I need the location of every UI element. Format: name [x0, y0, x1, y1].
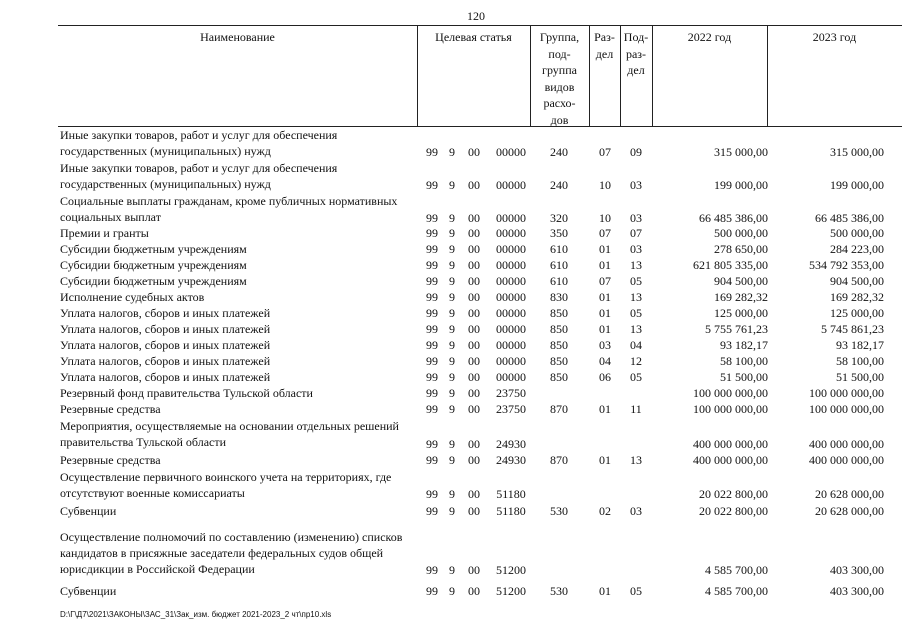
cell-c: 00 — [468, 290, 480, 304]
cell-y2: 51 500,00 — [836, 370, 884, 384]
cell-y2: 400 000 000,00 — [809, 437, 884, 451]
cell-rz: 01 — [599, 258, 611, 272]
cell-prz: 11 — [630, 402, 642, 416]
cell-rz: 01 — [599, 453, 611, 467]
cell-c: 00 — [468, 370, 480, 384]
cell-c: 00 — [468, 487, 480, 501]
cell-rz: 07 — [599, 274, 611, 288]
cell-c: 00 — [468, 386, 480, 400]
cell-a: 99 — [426, 274, 438, 288]
header-subsection: Под- раз- дел — [623, 30, 649, 77]
table-row — [60, 529, 902, 578]
cell-d: 00000 — [496, 258, 526, 272]
cell-rz: 01 — [599, 402, 611, 416]
cell-a: 99 — [426, 354, 438, 368]
cell-y2: 400 000 000,00 — [809, 453, 884, 467]
cell-b: 9 — [449, 322, 455, 336]
cell-y2: 100 000 000,00 — [809, 402, 884, 416]
cell-d: 00000 — [496, 338, 526, 352]
cell-d: 00000 — [496, 354, 526, 368]
cell-prz: 05 — [630, 584, 642, 598]
cell-prz: 13 — [630, 258, 642, 272]
row-name: Иные закупки товаров, работ и услуг для обеспечения государственных (муниципальных) нужд — [60, 161, 338, 191]
cell-a: 99 — [426, 338, 438, 352]
cell-b: 9 — [449, 437, 455, 451]
cell-c: 00 — [468, 437, 480, 451]
cell-y2: 500 000,00 — [830, 226, 884, 240]
cell-rz: 10 — [599, 178, 611, 192]
cell-y1: 169 282,32 — [714, 290, 768, 304]
cell-y1: 125 000,00 — [714, 306, 768, 320]
cell-b: 9 — [449, 386, 455, 400]
cell-rz: 01 — [599, 290, 611, 304]
cell-d: 00000 — [496, 145, 526, 159]
cell-c: 00 — [468, 211, 480, 225]
row-name: Уплата налогов, сборов и иных платежей — [60, 322, 271, 336]
cell-prz: 04 — [630, 338, 642, 352]
cell-grp: 850 — [550, 322, 568, 336]
cell-y2: 199 000,00 — [830, 178, 884, 192]
cell-y2: 58 100,00 — [836, 354, 884, 368]
cell-c: 00 — [468, 178, 480, 192]
cell-c: 00 — [468, 402, 480, 416]
row-name: Резервные средства — [60, 402, 161, 416]
cell-a: 99 — [426, 504, 438, 518]
row-name: Социальные выплаты гражданам, кроме публичных нормативных социальных выплат — [60, 194, 398, 224]
cell-b: 9 — [449, 487, 455, 501]
cell-rz: 07 — [599, 226, 611, 240]
table-row — [60, 321, 902, 337]
table-row — [60, 503, 902, 519]
cell-a: 99 — [426, 584, 438, 598]
table-row — [60, 418, 902, 452]
cell-b: 9 — [449, 258, 455, 272]
cell-d: 23750 — [496, 386, 526, 400]
cell-d: 00000 — [496, 211, 526, 225]
cell-y1: 500 000,00 — [714, 226, 768, 240]
cell-rz: 03 — [599, 338, 611, 352]
table-row — [60, 225, 902, 241]
cell-grp: 870 — [550, 402, 568, 416]
cell-y2: 66 485 386,00 — [815, 211, 884, 225]
cell-rz: 06 — [599, 370, 611, 384]
cell-grp: 830 — [550, 290, 568, 304]
cell-y2: 403 300,00 — [830, 584, 884, 598]
cell-c: 00 — [468, 453, 480, 467]
cell-d: 00000 — [496, 306, 526, 320]
cell-d: 51180 — [496, 504, 526, 518]
cell-grp: 850 — [550, 338, 568, 352]
cell-a: 99 — [426, 322, 438, 336]
cell-c: 00 — [468, 226, 480, 240]
cell-prz: 13 — [630, 290, 642, 304]
cell-y1: 20 022 800,00 — [699, 487, 768, 501]
cell-c: 00 — [468, 504, 480, 518]
cell-y1: 4 585 700,00 — [705, 563, 768, 577]
table-row — [60, 193, 902, 226]
cell-grp: 350 — [550, 226, 568, 240]
cell-prz: 03 — [630, 178, 642, 192]
cell-a: 99 — [426, 178, 438, 192]
cell-a: 99 — [426, 226, 438, 240]
cell-d: 51200 — [496, 584, 526, 598]
cell-y1: 100 000 000,00 — [693, 402, 768, 416]
cell-b: 9 — [449, 453, 455, 467]
cell-c: 00 — [468, 563, 480, 577]
cell-y1: 51 500,00 — [720, 370, 768, 384]
cell-a: 99 — [426, 453, 438, 467]
cell-d: 00000 — [496, 178, 526, 192]
cell-c: 00 — [468, 338, 480, 352]
cell-y2: 403 300,00 — [830, 563, 884, 577]
cell-grp: 610 — [550, 274, 568, 288]
cell-a: 99 — [426, 402, 438, 416]
row-name: Субсидии бюджетным учреждениям — [60, 258, 247, 272]
cell-grp: 850 — [550, 354, 568, 368]
cell-prz: 03 — [630, 211, 642, 225]
cell-y2: 20 628 000,00 — [815, 487, 884, 501]
cell-rz: 02 — [599, 504, 611, 518]
cell-rz: 01 — [599, 306, 611, 320]
table-row — [60, 273, 902, 289]
table-row — [60, 583, 902, 599]
cell-b: 9 — [449, 338, 455, 352]
cell-d: 00000 — [496, 370, 526, 384]
table-row — [60, 385, 902, 401]
cell-grp: 530 — [550, 504, 568, 518]
cell-b: 9 — [449, 584, 455, 598]
cell-a: 99 — [426, 306, 438, 320]
row-name: Осуществление первичного воинского учета на территориях, где отсутствуют военные комиссариаты — [60, 470, 392, 500]
cell-grp: 610 — [550, 258, 568, 272]
table-row — [60, 241, 902, 257]
cell-y1: 621 805 335,00 — [693, 258, 768, 272]
row-name: Субсидии бюджетным учреждениям — [60, 242, 247, 256]
cell-y2: 93 182,17 — [836, 338, 884, 352]
header-name: Наименование — [200, 30, 275, 44]
cell-y1: 400 000 000,00 — [693, 453, 768, 467]
table-header — [58, 25, 902, 127]
row-name: Уплата налогов, сборов и иных платежей — [60, 354, 271, 368]
cell-prz: 13 — [630, 453, 642, 467]
cell-rz: 01 — [599, 242, 611, 256]
table-row — [60, 353, 902, 369]
cell-y2: 5 745 861,23 — [821, 322, 884, 336]
cell-d: 51180 — [496, 487, 526, 501]
cell-d: 00000 — [496, 242, 526, 256]
row-name: Субвенции — [60, 504, 117, 518]
footer-file-path: D:\Г\Д7\2021\ЗАКОНЫ\ЗАС_31\Зак_изм. бюджет 2021-2023_2 чт\пр10.xls — [60, 610, 332, 619]
cell-d: 23750 — [496, 402, 526, 416]
cell-c: 00 — [468, 354, 480, 368]
row-name: Исполнение судебных актов — [60, 290, 205, 304]
cell-y1: 278 650,00 — [714, 242, 768, 256]
cell-y2: 284 223,00 — [830, 242, 884, 256]
row-name: Уплата налогов, сборов и иных платежей — [60, 306, 271, 320]
table-row — [60, 289, 902, 305]
header-section: Раз- дел — [594, 30, 615, 61]
cell-prz: 13 — [630, 322, 642, 336]
cell-c: 00 — [468, 274, 480, 288]
cell-y2: 100 000 000,00 — [809, 386, 884, 400]
cell-a: 99 — [426, 563, 438, 577]
cell-d: 00000 — [496, 290, 526, 304]
row-name: Уплата налогов, сборов и иных платежей — [60, 338, 271, 352]
cell-b: 9 — [449, 211, 455, 225]
cell-a: 99 — [426, 211, 438, 225]
cell-y2: 125 000,00 — [830, 306, 884, 320]
header-year2: 2023 год — [812, 30, 857, 44]
cell-b: 9 — [449, 178, 455, 192]
cell-prz: 09 — [630, 145, 642, 159]
cell-grp: 240 — [550, 145, 568, 159]
header-year1: 2022 год — [687, 30, 732, 44]
cell-y1: 4 585 700,00 — [705, 584, 768, 598]
cell-b: 9 — [449, 306, 455, 320]
cell-grp: 610 — [550, 242, 568, 256]
header-group: Группа, под- группа видов расхо- дов — [539, 30, 580, 127]
cell-b: 9 — [449, 274, 455, 288]
cell-grp: 240 — [550, 178, 568, 192]
cell-c: 00 — [468, 306, 480, 320]
cell-grp: 870 — [550, 453, 568, 467]
cell-d: 00000 — [496, 274, 526, 288]
row-name: Резервный фонд правительства Тульской области — [60, 386, 313, 400]
row-name: Мероприятия, осуществляемые на основании отдельных решений правительства Тульской области — [60, 419, 399, 449]
table-row — [60, 127, 902, 160]
row-name: Резервные средства — [60, 453, 161, 467]
cell-y2: 20 628 000,00 — [815, 504, 884, 518]
cell-d: 24930 — [496, 437, 526, 451]
cell-rz: 01 — [599, 584, 611, 598]
cell-a: 99 — [426, 487, 438, 501]
row-name: Субвенции — [60, 584, 117, 598]
table-row — [60, 160, 902, 193]
cell-b: 9 — [449, 563, 455, 577]
cell-y1: 315 000,00 — [714, 145, 768, 159]
cell-y1: 58 100,00 — [720, 354, 768, 368]
cell-c: 00 — [468, 258, 480, 272]
cell-grp: 850 — [550, 370, 568, 384]
cell-prz: 03 — [630, 504, 642, 518]
cell-rz: 07 — [599, 145, 611, 159]
row-name: Осуществление полномочий по составлению (изменению) списков кандидатов в присяжные заседатели федеральных судов общей юрисдикции в Российской Федерации — [60, 530, 403, 576]
cell-c: 00 — [468, 145, 480, 159]
cell-a: 99 — [426, 258, 438, 272]
cell-y1: 5 755 761,23 — [705, 322, 768, 336]
cell-b: 9 — [449, 290, 455, 304]
row-name: Премии и гранты — [60, 226, 149, 240]
cell-d: 00000 — [496, 226, 526, 240]
cell-a: 99 — [426, 437, 438, 451]
header-target: Целевая статья — [435, 30, 512, 44]
table-row — [60, 257, 902, 273]
cell-rz: 10 — [599, 211, 611, 225]
cell-grp: 320 — [550, 211, 568, 225]
cell-y1: 93 182,17 — [720, 338, 768, 352]
cell-prz: 03 — [630, 242, 642, 256]
table-row — [60, 369, 902, 385]
cell-y1: 904 500,00 — [714, 274, 768, 288]
cell-prz: 05 — [630, 370, 642, 384]
table-row — [60, 305, 902, 321]
cell-prz: 12 — [630, 354, 642, 368]
cell-prz: 07 — [630, 226, 642, 240]
cell-y2: 534 792 353,00 — [809, 258, 884, 272]
cell-y1: 199 000,00 — [714, 178, 768, 192]
cell-prz: 05 — [630, 274, 642, 288]
row-name: Иные закупки товаров, работ и услуг для обеспечения государственных (муниципальных) нужд — [60, 128, 338, 158]
cell-y2: 904 500,00 — [830, 274, 884, 288]
cell-a: 99 — [426, 145, 438, 159]
cell-rz: 01 — [599, 322, 611, 336]
cell-prz: 05 — [630, 306, 642, 320]
cell-a: 99 — [426, 386, 438, 400]
cell-y1: 66 485 386,00 — [699, 211, 768, 225]
cell-y2: 315 000,00 — [830, 145, 884, 159]
cell-c: 00 — [468, 322, 480, 336]
cell-b: 9 — [449, 354, 455, 368]
cell-d: 51200 — [496, 563, 526, 577]
page-number: 120 — [467, 9, 485, 23]
cell-c: 00 — [468, 584, 480, 598]
cell-b: 9 — [449, 370, 455, 384]
table-row — [60, 337, 902, 353]
cell-y1: 100 000 000,00 — [693, 386, 768, 400]
table-row — [60, 401, 902, 417]
cell-y2: 169 282,32 — [830, 290, 884, 304]
cell-c: 00 — [468, 242, 480, 256]
cell-a: 99 — [426, 290, 438, 304]
row-name: Уплата налогов, сборов и иных платежей — [60, 370, 271, 384]
table-row — [60, 452, 902, 468]
cell-d: 00000 — [496, 322, 526, 336]
cell-b: 9 — [449, 145, 455, 159]
cell-b: 9 — [449, 402, 455, 416]
cell-rz: 04 — [599, 354, 611, 368]
cell-grp: 850 — [550, 306, 568, 320]
cell-y1: 20 022 800,00 — [699, 504, 768, 518]
cell-b: 9 — [449, 504, 455, 518]
cell-a: 99 — [426, 242, 438, 256]
cell-d: 24930 — [496, 453, 526, 467]
cell-grp: 530 — [550, 584, 568, 598]
cell-a: 99 — [426, 370, 438, 384]
table-row — [60, 469, 902, 502]
cell-b: 9 — [449, 226, 455, 240]
cell-y1: 400 000 000,00 — [693, 437, 768, 451]
row-name: Субсидии бюджетным учреждениям — [60, 274, 247, 288]
cell-b: 9 — [449, 242, 455, 256]
